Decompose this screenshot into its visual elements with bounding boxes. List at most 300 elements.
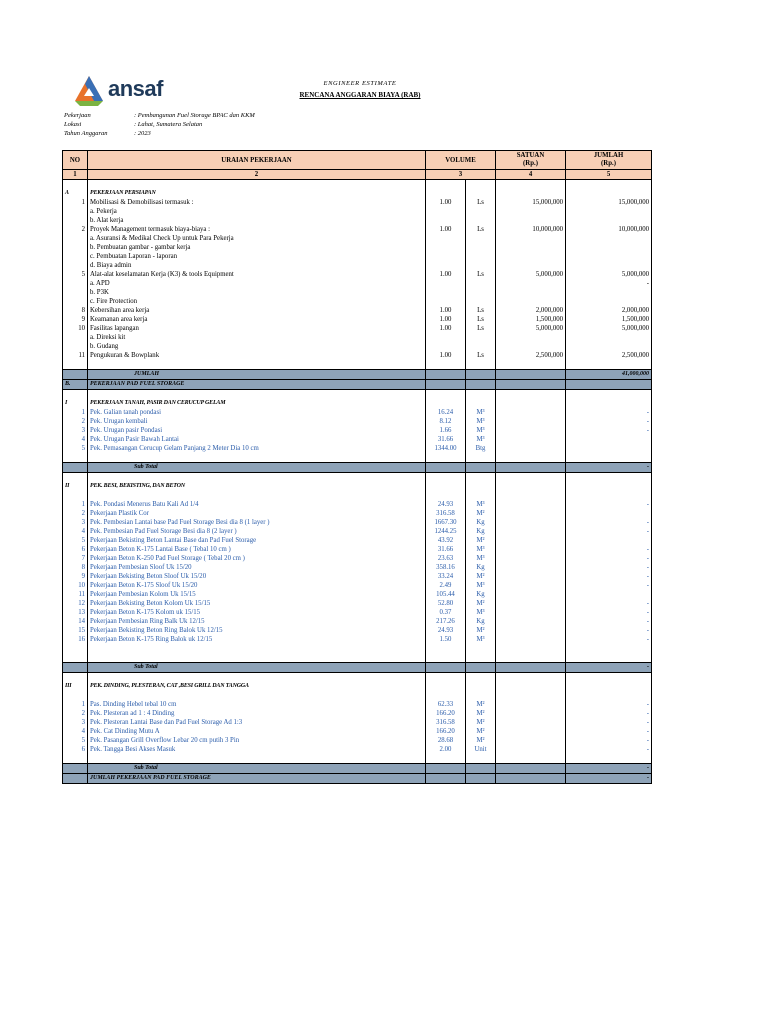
row-unit: Ls (466, 225, 496, 234)
empty-cell (466, 774, 496, 784)
header-jumlah: JUMLAH (Rp.) (566, 151, 652, 170)
empty-cell (496, 180, 566, 190)
row-volume (426, 252, 466, 261)
row-number (63, 234, 88, 243)
row-unit (466, 342, 496, 351)
table-row (63, 500, 652, 509)
row-total: - (566, 745, 652, 754)
summary-row (63, 774, 652, 784)
row-unit (466, 333, 496, 342)
row-total: - (566, 563, 652, 572)
row-volume (426, 216, 466, 225)
table-row (63, 351, 652, 360)
empty-cell (496, 473, 566, 483)
empty-cell (88, 453, 426, 463)
row-unit: M³ (466, 608, 496, 617)
row-number: 4 (63, 435, 88, 444)
row-number (63, 463, 88, 473)
table-row (63, 581, 652, 590)
row-number: 6 (63, 745, 88, 754)
row-unit-price (496, 608, 566, 617)
row-unit-price (496, 700, 566, 709)
row-description: Pekerjaan Beton K-175 Lantai Base ( Tebal 10 cm ) (88, 545, 426, 554)
table-row (63, 261, 652, 270)
empty-cell (496, 491, 566, 500)
row-unit: Ls (466, 270, 496, 279)
row-unit: M² (466, 736, 496, 745)
empty-cell (426, 754, 466, 764)
empty-cell (466, 380, 496, 390)
row-total: - (566, 700, 652, 709)
empty-cell (466, 764, 496, 774)
row-unit-price (496, 545, 566, 554)
row-unit: M³ (466, 426, 496, 435)
row-volume: 1.00 (426, 351, 466, 360)
empty-cell (466, 453, 496, 463)
table-row (63, 252, 652, 261)
row-number: 1 (63, 408, 88, 417)
table-row (63, 279, 652, 288)
row-description: a. Asuransi & Medikal Check Up untuk Para Pekerja (88, 234, 426, 243)
row-volume (426, 261, 466, 270)
row-number (63, 663, 88, 673)
row-number: 10 (63, 581, 88, 590)
row-unit: M³ (466, 408, 496, 417)
row-unit (466, 288, 496, 297)
empty-cell (566, 180, 652, 190)
empty-cell (566, 399, 652, 408)
section-title: PEKERJAAN PERSIAPAN (88, 189, 426, 198)
empty-cell (63, 390, 88, 400)
row-description: Pek. Pondasi Menerus Batu Kali Ad 1/4 (88, 500, 426, 509)
empty-cell (426, 453, 466, 463)
empty-cell (566, 682, 652, 691)
row-total: - (566, 572, 652, 581)
table-row (63, 408, 652, 417)
row-description: Pas. Dinding Hebel tebal 10 cm (88, 700, 426, 709)
summary-row (63, 380, 652, 390)
row-volume: 33.24 (426, 572, 466, 581)
row-unit (466, 279, 496, 288)
row-total: 5,000,000 (566, 270, 652, 279)
row-description: Pek. Plesteran Lantai Base dan Pad Fuel Storage Ad 1:3 (88, 718, 426, 727)
table-row (63, 709, 652, 718)
empty-cell (426, 764, 466, 774)
row-unit: Kg (466, 617, 496, 626)
table-row (63, 590, 652, 599)
header-satuan: SATUAN (Rp.) (496, 151, 566, 170)
row-unit (466, 243, 496, 252)
row-description: b. P3K (88, 288, 426, 297)
empty-cell (426, 673, 466, 683)
row-description: Pek. Urugan pasir Pondasi (88, 426, 426, 435)
row-unit-price (496, 635, 566, 644)
row-volume: 1.00 (426, 198, 466, 207)
empty-cell (426, 370, 466, 380)
row-number: 4 (63, 527, 88, 536)
header-uraian: URAIAN PEKERJAAN (88, 151, 426, 170)
row-description: a. Pekerja (88, 207, 426, 216)
row-unit-price (496, 279, 566, 288)
row-unit (466, 297, 496, 306)
row-unit-price (496, 745, 566, 754)
empty-cell (496, 764, 566, 774)
table-row (63, 718, 652, 727)
row-unit-price (496, 297, 566, 306)
empty-cell (88, 754, 426, 764)
empty-cell (426, 189, 466, 198)
row-total: - (566, 581, 652, 590)
table-row (63, 509, 652, 518)
empty-cell (426, 644, 466, 653)
row-volume (426, 279, 466, 288)
empty-cell (496, 644, 566, 653)
row-total: - (566, 417, 652, 426)
row-description: Pekerjaan Beton K-175 Ring Balok uk 12/15 (88, 635, 426, 644)
row-description: Pek. Pasangan Grill Overflow Lebar 20 cm putih 3 Pin (88, 736, 426, 745)
row-number: 7 (63, 554, 88, 563)
row-number: 8 (63, 306, 88, 315)
empty-cell (566, 360, 652, 370)
row-unit (466, 234, 496, 243)
row-unit-price (496, 333, 566, 342)
row-total: - (566, 709, 652, 718)
row-description: Pekerjaan Pembesian Kolom Uk 15/15 (88, 590, 426, 599)
row-number: 15 (63, 626, 88, 635)
empty-cell (466, 644, 496, 653)
meta-key: Lokasi (64, 121, 82, 128)
table-row (63, 554, 652, 563)
row-volume: 16.24 (426, 408, 466, 417)
table-row (63, 536, 652, 545)
row-description: Pekerjaan Bekisting Beton Kolom Uk 15/15 (88, 599, 426, 608)
row-unit: Kg (466, 563, 496, 572)
row-unit-price (496, 426, 566, 435)
meta-value: : Pembangunan Fuel Storage BPAC dan KKM (134, 112, 255, 119)
empty-cell (566, 673, 652, 683)
row-total: - (566, 617, 652, 626)
row-unit-price (496, 216, 566, 225)
row-total: - (566, 518, 652, 527)
row-unit: Unit (466, 745, 496, 754)
empty-cell (88, 360, 426, 370)
table-row (63, 417, 652, 426)
table-row (63, 545, 652, 554)
row-unit-price (496, 509, 566, 518)
row-unit-price (496, 435, 566, 444)
row-unit: M² (466, 727, 496, 736)
empty-cell (466, 463, 496, 473)
row-number: 1 (63, 198, 88, 207)
section-title: PEK. DINDING, PLESTERAN, CAT ,BESI GRILL DAN TANGGA (88, 682, 426, 691)
row-total: - (566, 599, 652, 608)
row-volume: 31.66 (426, 435, 466, 444)
row-number: 2 (63, 417, 88, 426)
row-number: 2 (63, 509, 88, 518)
row-total (566, 380, 652, 390)
table-row (63, 225, 652, 234)
summary-row (63, 663, 652, 673)
spacer-row (63, 491, 652, 500)
row-total: - (566, 635, 652, 644)
spacer-row (63, 180, 652, 190)
row-total (566, 444, 652, 453)
empty-cell (466, 180, 496, 190)
table-row (63, 608, 652, 617)
row-volume: 24.93 (426, 500, 466, 509)
empty-cell (63, 691, 88, 700)
row-total: - (566, 463, 652, 473)
index-cell: 4 (496, 170, 566, 180)
section-heading-row (63, 399, 652, 408)
row-number (63, 207, 88, 216)
row-volume: 1.00 (426, 324, 466, 333)
row-description: Alat-alat keselamatan Kerja (K3) & tools Equipment (88, 270, 426, 279)
empty-cell (496, 189, 566, 198)
row-unit: M² (466, 626, 496, 635)
row-unit-price (496, 736, 566, 745)
empty-cell (566, 754, 652, 764)
index-cell: 5 (566, 170, 652, 180)
summary-row (63, 370, 652, 380)
row-unit: Kg (466, 518, 496, 527)
row-description: Proyek Management termasuk biaya-biaya : (88, 225, 426, 234)
empty-cell (566, 453, 652, 463)
table-row (63, 288, 652, 297)
row-total (566, 288, 652, 297)
row-unit: M² (466, 709, 496, 718)
row-description: Pekerjaan Pembesian Ring Balk Uk 12/15 (88, 617, 426, 626)
row-volume: 31.66 (426, 545, 466, 554)
index-cell: 3 (426, 170, 496, 180)
row-description: Pek. Pembesian Lantai base Pad Fuel Storage Besi dia 8 (1 layer ) (88, 518, 426, 527)
row-unit: Kg (466, 527, 496, 536)
table-row (63, 333, 652, 342)
table-row (63, 736, 652, 745)
row-number: 4 (63, 727, 88, 736)
row-number: 3 (63, 718, 88, 727)
empty-cell (63, 673, 88, 683)
row-unit (466, 216, 496, 225)
empty-cell (466, 360, 496, 370)
table-row (63, 727, 652, 736)
row-description: b. Alat kerja (88, 216, 426, 225)
row-unit: Ls (466, 324, 496, 333)
row-unit: M³ (466, 417, 496, 426)
row-unit-price: 5,000,000 (496, 324, 566, 333)
row-unit-price: 15,000,000 (496, 198, 566, 207)
row-unit: M² (466, 700, 496, 709)
row-unit-price (496, 252, 566, 261)
row-number (63, 216, 88, 225)
row-number: 1 (63, 700, 88, 709)
row-description: Pek. Galian tanah pondasi (88, 408, 426, 417)
row-volume: 105.44 (426, 590, 466, 599)
row-unit-price: 1,500,000 (496, 315, 566, 324)
row-volume: 1.00 (426, 315, 466, 324)
empty-cell (426, 482, 466, 491)
ansaf-logo (72, 74, 212, 110)
empty-cell (466, 754, 496, 764)
row-unit: Ls (466, 198, 496, 207)
empty-cell (466, 682, 496, 691)
row-number: 6 (63, 545, 88, 554)
summary-row (63, 764, 652, 774)
empty-cell (496, 774, 566, 784)
row-description: b. Gudang (88, 342, 426, 351)
row-volume: 1.00 (426, 270, 466, 279)
row-unit: M³ (466, 435, 496, 444)
section-title: PEK. BESI, BEKISTING, DAN BETON (88, 482, 426, 491)
row-number: 12 (63, 599, 88, 608)
empty-cell (496, 653, 566, 663)
row-number: 3 (63, 426, 88, 435)
row-volume: 217.26 (426, 617, 466, 626)
row-unit-price (496, 207, 566, 216)
row-number (63, 261, 88, 270)
row-number (63, 370, 88, 380)
header-volume: VOLUME (426, 151, 496, 170)
empty-cell (466, 691, 496, 700)
row-number (63, 297, 88, 306)
document-title-line1: ENGINEER ESTIMATE (323, 80, 397, 87)
summary-label: Sub Total (88, 663, 426, 673)
empty-cell (566, 390, 652, 400)
row-volume: 23.63 (426, 554, 466, 563)
row-number: B. (63, 380, 88, 390)
row-total: - (566, 774, 652, 784)
empty-cell (496, 663, 566, 673)
section-number: III (63, 682, 88, 691)
empty-cell (496, 682, 566, 691)
row-number: 5 (63, 270, 88, 279)
spacer-row (63, 360, 652, 370)
section-number: I (63, 399, 88, 408)
row-description: Pek. Pembesian Pad Fuel Storage Besi dia 8 (2 layer ) (88, 527, 426, 536)
empty-cell (88, 691, 426, 700)
row-number: 10 (63, 324, 88, 333)
row-volume: 1344.00 (426, 444, 466, 453)
row-description: Pekerjaan Pembesian Sloof Uk 15/20 (88, 563, 426, 572)
row-description: Pek. Tangga Besi Akses Masuk (88, 745, 426, 754)
row-volume: 316.58 (426, 509, 466, 518)
empty-cell (466, 390, 496, 400)
empty-cell (466, 653, 496, 663)
empty-cell (63, 453, 88, 463)
empty-cell (426, 180, 466, 190)
row-volume: 43.92 (426, 536, 466, 545)
empty-cell (466, 370, 496, 380)
index-cell: 2 (88, 170, 426, 180)
row-unit: M² (466, 536, 496, 545)
table-row (63, 626, 652, 635)
row-number (63, 764, 88, 774)
summary-label: Sub Total (88, 463, 426, 473)
row-volume: 1.50 (426, 635, 466, 644)
empty-cell (426, 653, 466, 663)
empty-cell (466, 491, 496, 500)
row-unit-price (496, 727, 566, 736)
row-unit (466, 252, 496, 261)
row-number: 5 (63, 444, 88, 453)
empty-cell (63, 644, 88, 653)
row-volume: 166.20 (426, 709, 466, 718)
table-row (63, 599, 652, 608)
row-unit-price (496, 500, 566, 509)
row-description: Pengukuran & Bowplank (88, 351, 426, 360)
row-total (566, 261, 652, 270)
row-description: b. Pembuatan gambar - gambar kerja (88, 243, 426, 252)
row-volume: 1.00 (426, 306, 466, 315)
row-number: 5 (63, 736, 88, 745)
row-total: 10,000,000 (566, 225, 652, 234)
table-row (63, 563, 652, 572)
table-row (63, 207, 652, 216)
row-total: 5,000,000 (566, 324, 652, 333)
table-header-row (63, 151, 652, 170)
row-unit: M² (466, 718, 496, 727)
row-number: 11 (63, 590, 88, 599)
row-description: a. Direksi kit (88, 333, 426, 342)
row-unit: M³ (466, 545, 496, 554)
row-description: d. Biaya admin (88, 261, 426, 270)
empty-cell (466, 473, 496, 483)
row-total: - (566, 608, 652, 617)
row-number: 11 (63, 351, 88, 360)
spacer-row (63, 473, 652, 483)
row-total (566, 216, 652, 225)
empty-cell (566, 644, 652, 653)
row-unit: M³ (466, 500, 496, 509)
empty-cell (88, 390, 426, 400)
row-total: 2,000,000 (566, 306, 652, 315)
row-total: - (566, 279, 652, 288)
row-number (63, 279, 88, 288)
empty-cell (466, 189, 496, 198)
empty-cell (496, 399, 566, 408)
row-unit: Ls (466, 306, 496, 315)
row-unit (466, 207, 496, 216)
empty-cell (496, 360, 566, 370)
row-number: 16 (63, 635, 88, 644)
empty-cell (88, 673, 426, 683)
row-number: 3 (63, 518, 88, 527)
empty-cell (496, 691, 566, 700)
spacer-row (63, 653, 652, 663)
empty-cell (88, 653, 426, 663)
row-unit-price (496, 243, 566, 252)
row-number: 2 (63, 225, 88, 234)
rab-table (62, 150, 652, 784)
row-number: 14 (63, 617, 88, 626)
row-number: 8 (63, 563, 88, 572)
table-row (63, 216, 652, 225)
empty-cell (88, 473, 426, 483)
meta-value: : 2023 (134, 130, 151, 137)
meta-key: Pekerjaan (64, 112, 91, 119)
row-unit-price (496, 581, 566, 590)
row-description: Pekerjaan Beton K-175 Kolom uk 15/15 (88, 608, 426, 617)
row-unit-price (496, 563, 566, 572)
empty-cell (496, 390, 566, 400)
row-volume: 316.58 (426, 718, 466, 727)
empty-cell (426, 682, 466, 691)
row-volume (426, 243, 466, 252)
empty-cell (426, 463, 466, 473)
row-total: - (566, 626, 652, 635)
empty-cell (426, 360, 466, 370)
table-row (63, 426, 652, 435)
